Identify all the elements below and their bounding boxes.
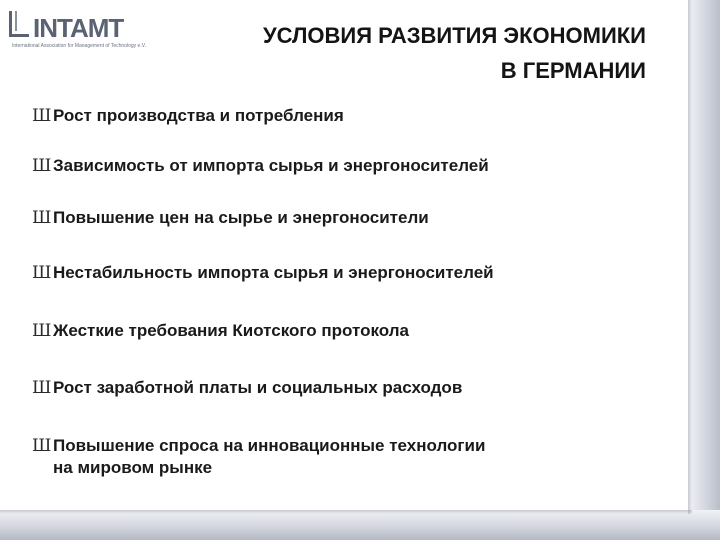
bullet-marker: Ш [32, 156, 52, 176]
bullet-item [32, 105, 672, 127]
title-line-1: УСЛОВИЯ РАЗВИТИЯ ЭКОНОМИКИ [262, 23, 646, 48]
logo-wordmark: INTAMT [33, 13, 124, 43]
bullet-marker: Ш [32, 208, 52, 228]
bullet-text-continuation: на мировом рынке [53, 458, 213, 477]
intamt-logo [6, 6, 176, 50]
slide-frame-right [688, 0, 720, 540]
bullet-marker: Ш [32, 321, 52, 341]
title-line-2: В ГЕРМАНИИ [500, 58, 646, 83]
slide-title [186, 18, 646, 88]
logo-mark-icon [6, 6, 32, 42]
bullet-item [32, 320, 672, 342]
bullet-marker: Ш [32, 106, 52, 126]
bullet-marker: Ш [32, 263, 52, 283]
bullet-text: Нестабильность импорта сырья и энергоносителей [53, 263, 494, 282]
slide-shadow-right [688, 0, 692, 514]
bullet-text: Зависимость от импорта сырья и энергоносителей [53, 156, 489, 175]
bullet-marker: Ш [32, 436, 52, 456]
bullet-text: Повышение спроса на инновационные технологии [53, 436, 486, 455]
bullet-text: Жесткие требования Киотского протокола [53, 321, 409, 340]
bullet-text: Рост заработной платы и социальных расходов [53, 378, 463, 397]
bullet-text: Повышение цен на сырье и энергоносители [53, 208, 429, 227]
bullet-item [32, 155, 672, 177]
bullet-marker: Ш [32, 378, 52, 398]
logo-tagline: International Association for Management of Technology e.V. [12, 43, 146, 49]
bullet-item [32, 435, 672, 479]
bullet-text: Рост производства и потребления [53, 106, 344, 125]
bullet-item [32, 207, 672, 229]
bullet-item [32, 377, 672, 399]
bullet-item [32, 262, 672, 284]
slide-frame-bottom [0, 510, 720, 540]
slide-shadow-bottom [0, 510, 692, 514]
